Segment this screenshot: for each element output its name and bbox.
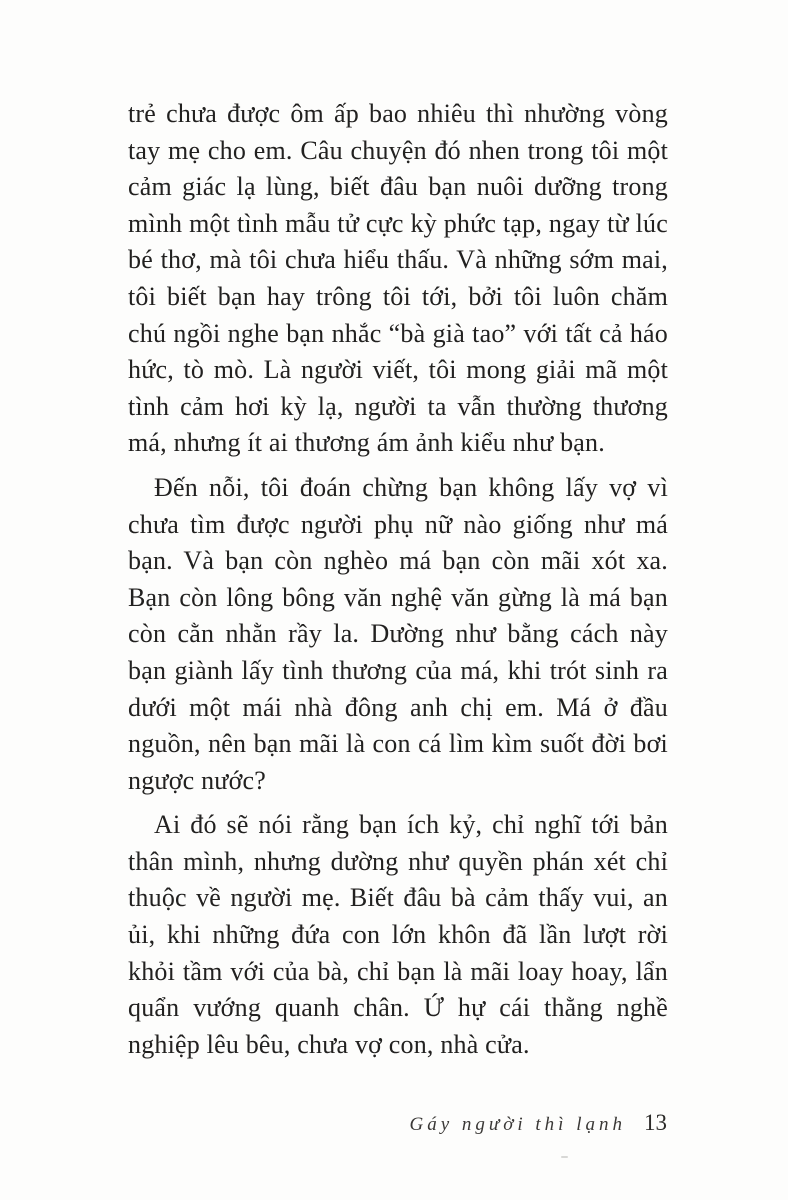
footer-book-title: Gáy người thì lạnh [409, 1114, 626, 1135]
paragraph-continuation: trẻ chưa được ôm ấp bao nhiêu thì nhường vòng tay mẹ cho em. Câu chuyện đó nhen trong tôi một cảm giác lạ lùng, biết đâu bạn nuôi dưỡng trong mình một tình mẫu tử cực kỳ phức tạp, ngay từ lúc bé thơ, mà tôi chưa hiểu thấu. Và những sớm mai, tôi biết bạn hay trông tôi tới, bởi tôi luôn chăm chú ngồi nghe bạn nhắc “bà già tao” với tất cả háo hức, tò mò. Là người viết, tôi mong giải mã một tình cảm hơi kỳ lạ, người ta vẫn thường thương má, nhưng ít ai thương ám ảnh kiểu như bạn. [128, 99, 668, 458]
scan-artifact [561, 1156, 568, 1158]
page-text-block [128, 96, 668, 1071]
footer-page-number: 13 [644, 1110, 667, 1135]
running-footer [409, 1110, 667, 1136]
paragraph: Đến nỗi, tôi đoán chừng bạn không lấy vợ vì chưa tìm được người phụ nữ nào giống như má bạn. Và bạn còn nghèo má bạn còn mãi xót xa. Bạn còn lông bông văn nghệ văn gừng là má bạn còn cằn nhằn rầy la. Dường như bằng cách này bạn giành lấy tình thương của má, khi trót sinh ra dưới một mái nhà đông anh chị em. Má ở đầu nguồn, nên bạn mãi là con cá lìm kìm suốt đời bơi ngược nước? [128, 472, 668, 795]
paragraph: Ai đó sẽ nói rằng bạn ích kỷ, chỉ nghĩ tới bản thân mình, nhưng dường như quyền phán xét chỉ thuộc về người mẹ. Biết đâu bà cảm thấy vui, an ủi, khi những đứa con lớn khôn đã lần lượt rời khỏi tầm với của bà, chỉ bạn là mãi loay hoay, lẩn quẩn vướng quanh chân. Ứ hự cái thằng nghề nghiệp lêu bêu, chưa vợ con, nhà cửa. [128, 810, 668, 1059]
